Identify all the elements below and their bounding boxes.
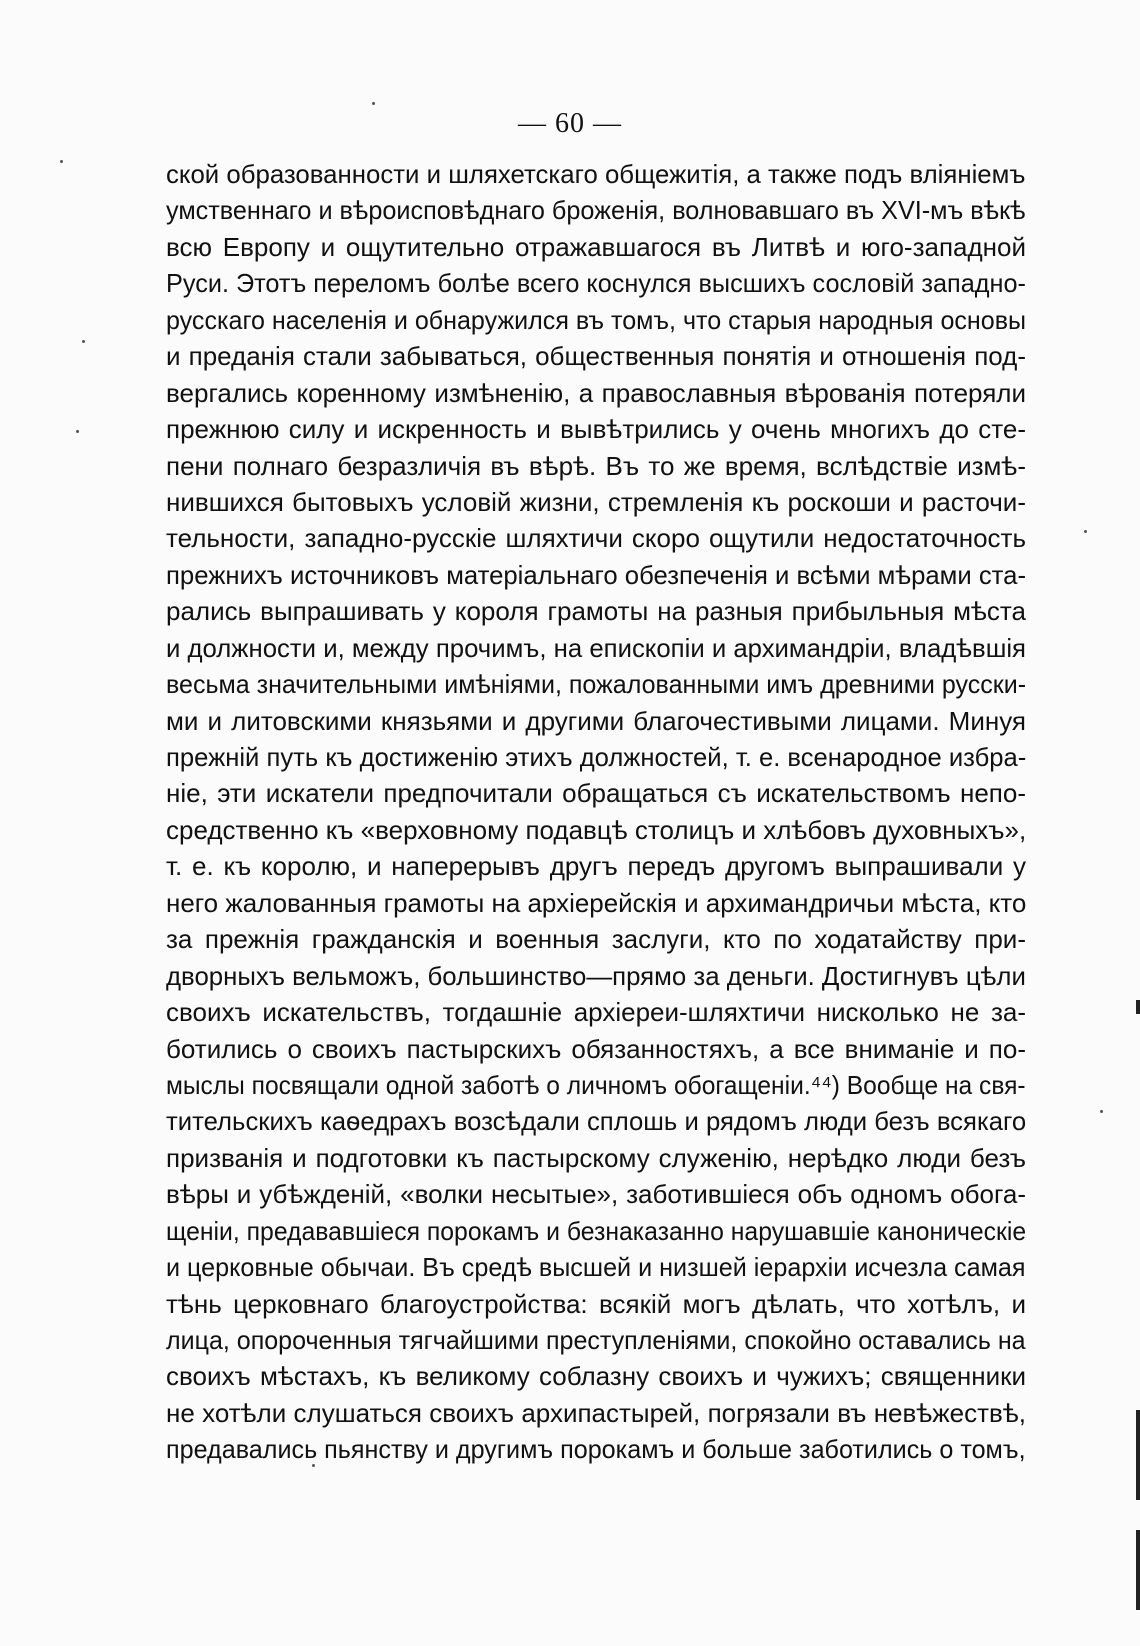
scan-speck [76,430,79,433]
text-line: русскаго населенія и обнаружился въ томъ, что старыя народныя основы [166,304,1026,335]
text-line: и должности и, между прочимъ, на епископіи и архимандріи, владѣвшія [166,632,1026,663]
text-line: мыслы посвящали одной заботѣ о личномъ обогащеніи.⁴⁴) Вообще на свя- [166,1069,1026,1100]
scan-speck [60,160,63,163]
text-line: и преданія стали забываться, общественныя понятія и отношенія под- [166,341,1026,372]
scan-speck [82,340,85,343]
text-line: и церковные обычаи. Въ средѣ высшей и низшей іерархіи исчезла самая [166,1252,1026,1283]
text-line: тительскихъ каѳедрахъ возсѣдали сплошь и рядомъ люди безъ всякаго [166,1106,1026,1137]
text-line: прежнюю силу и искренность и вывѣтрились у очень многихъ до сте- [166,414,1026,445]
text-line: рались выпрашивать у короля грамоты на разныя прибыльныя мѣста [166,596,1026,627]
body-text [166,156,1026,1468]
scan-speck [1084,530,1087,533]
text-line: не хотѣли слушаться своихъ архипастырей, погрязали въ невѣжествѣ, [166,1397,1026,1428]
text-line: своихъ мѣстахъ, къ великому соблазну своихъ и чужихъ; священники [166,1361,1026,1392]
text-line: тѣнь церковнаго благоустройства: всякій могъ дѣлать, что хотѣлъ, и [166,1288,1026,1319]
text-line: т. е. къ королю, и наперерывъ другъ передъ другомъ выпрашивали у [166,851,1026,882]
scan-speck [312,1464,315,1467]
text-line: за прежнія гражданскія и военныя заслуги, кто по ходатайству при- [166,924,1026,955]
scan-edge-mark [1136,1000,1140,1014]
text-line: вѣры и убѣжденій, «волки несытые», заботившіеся объ одномъ обога- [166,1179,1026,1210]
text-line: дворныхъ вельможъ, большинство—прямо за деньги. Достигнувъ цѣли [166,960,1026,991]
text-line: предавались пьянству и другимъ порокамъ и больше заботились о томъ, [166,1434,1026,1465]
text-line: ніе, эти искатели предпочитали обращаться съ искательствомъ непо- [166,778,1026,809]
text-line: всю Европу и ощутительно отражавшагося въ Литвѣ и юго-западной [166,231,1026,262]
scan-speck [372,102,375,105]
text-line: ской образованности и шляхетскаго общежитія, а также подъ вліяніемъ [166,159,1026,189]
page-number: — 60 — [518,108,622,139]
text-line: тельности, западно-русскіе шляхтичи скоро ощутили недостаточность [166,523,1026,554]
text-line: умственнаго и вѣроисповѣднаго броженія, волновавшаго въ XVI-мъ вѣкѣ [166,195,1026,226]
text-line: пени полнаго безразличія въ вѣрѣ. Въ то же время, вслѣдствіе измѣ- [166,450,1026,481]
text-line: ми и литовскими князьями и другими благочестивыми лицами. Минуя [166,705,1026,736]
text-line: Руси. Этотъ переломъ болѣе всего коснулся высшихъ сословій западно- [166,268,1026,299]
text-line: вергались коренному измѣненію, а православныя вѣрованія потеряли [166,377,1026,408]
text-line: прежній путь къ достиженію этихъ должностей, т. е. всенародное избра- [166,742,1026,772]
scan-edge-mark [1136,1530,1140,1610]
text-line: средственно къ «верховному подавцѣ столицъ и хлѣбовъ духовныхъ», [166,814,1026,845]
text-line: щеніи, предававшіеся порокамъ и безнаказанно нарушавшіе каноническіе [166,1215,1026,1246]
text-line: него жалованныя грамоты на архіерейскія и архимандричьи мѣста, кто [166,887,1026,918]
text-line: весьма значительными имѣніями, пожалованными имъ древними русски- [166,669,1026,700]
scan-speck [1100,1110,1103,1113]
text-line: ботились о своихъ пастырскихъ обязанностяхъ, а все вниманіе и по- [166,1033,1026,1064]
text-line: прежнихъ источниковъ матеріальнаго обезпеченія и всѣми мѣрами ста- [166,559,1026,590]
text-line: нившихся бытовыхъ условій жизни, стремленія къ роскоши и расточи- [166,486,1026,517]
text-line: призванія и подготовки къ пастырскому служенію, нерѣдко люди безъ [166,1142,1026,1173]
text-line: своихъ искательствъ, тогдашніе архіереи-шляхтичи нисколько не за- [166,997,1026,1028]
scan-edge-mark [1136,1410,1140,1500]
text-line: лица, опороченныя тягчайшими преступленіями, спокойно оставались на [166,1325,1026,1355]
